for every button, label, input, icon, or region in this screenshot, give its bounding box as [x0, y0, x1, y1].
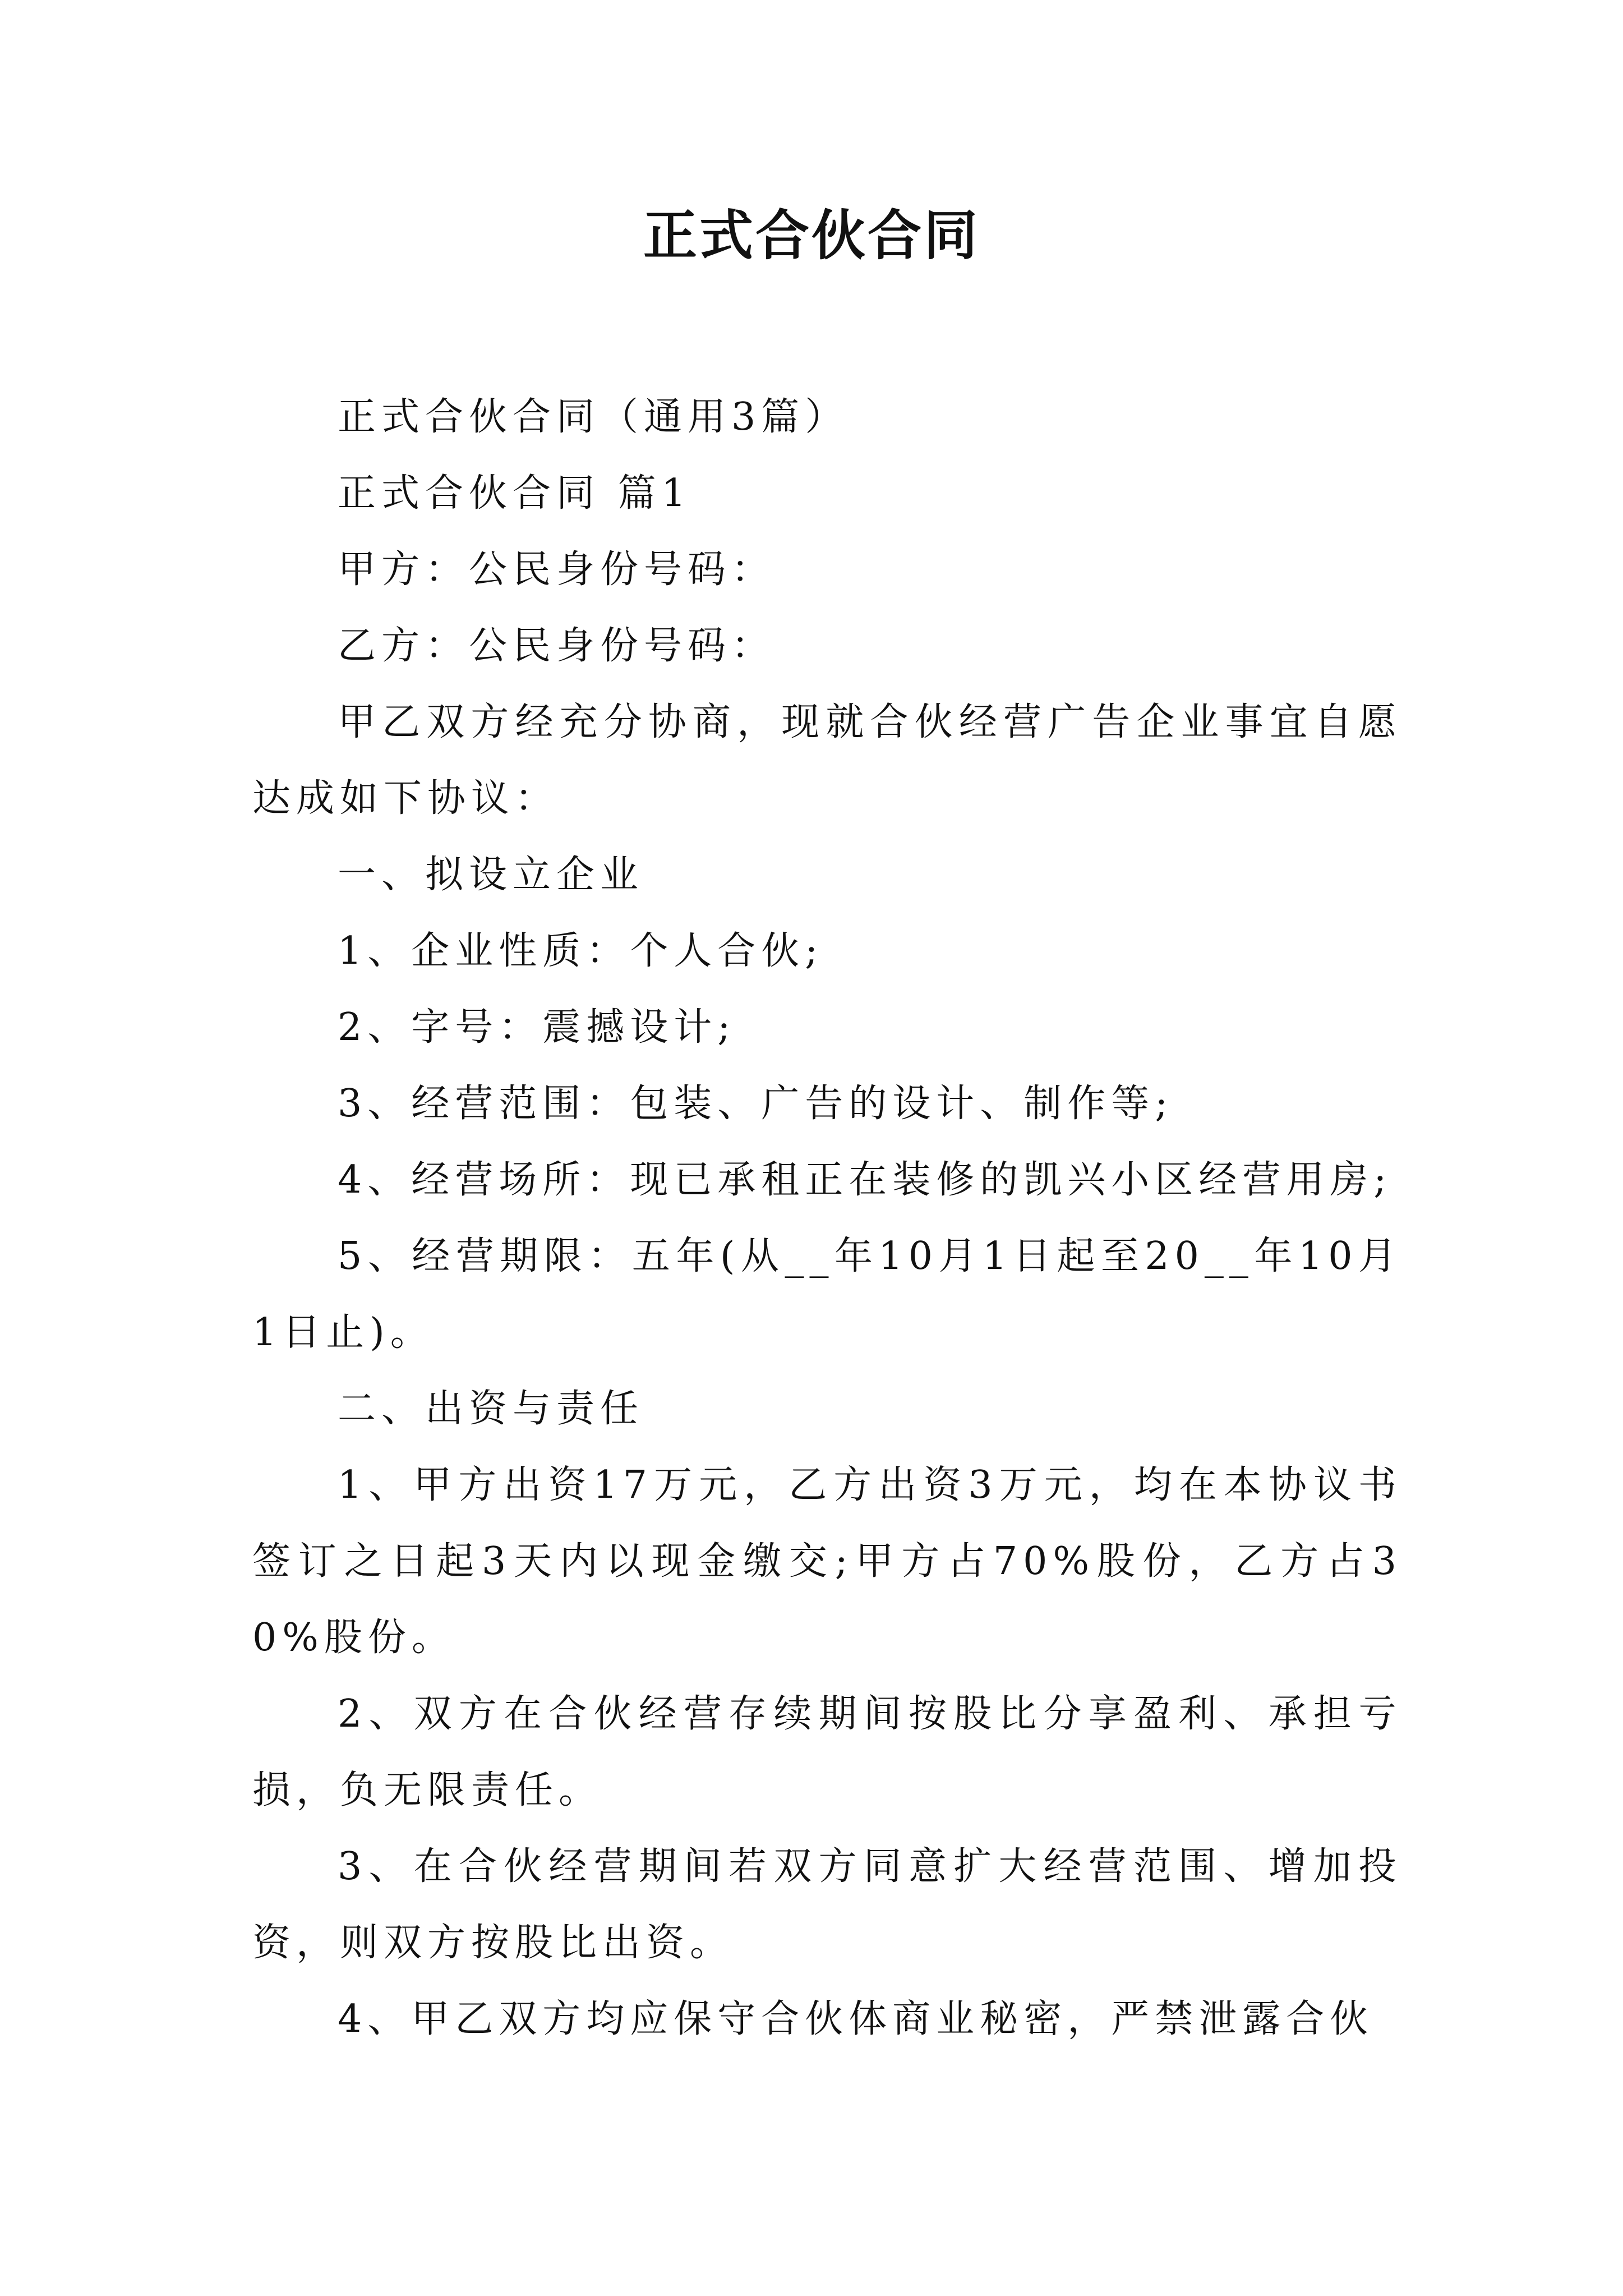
paragraph-clause: 4、经营场所：现已承租正在装修的凯兴小区经营用房; [338, 1158, 1393, 1202]
paragraph-heading-1: 一、拟设立企业 [338, 853, 644, 897]
paragraph-clause: 3、在合伙经营期间若双方同意扩大经营范围、增加投资，则双方按股比出资。 [252, 1844, 1402, 1965]
paragraph-preamble: 甲乙双方经充分协商，现就合伙经营广告企业事宜自愿达成如下协议： [252, 700, 1402, 821]
paragraph-clause: 2、双方在合伙经营存续期间按股比分享盈利、承担亏损，负无限责任。 [252, 1692, 1402, 1812]
paragraph-clause: 1、企业性质：个人合伙; [338, 929, 824, 973]
paragraph-section-heading: 正式合伙合同 篇1 [338, 471, 691, 516]
document-title: 正式合伙合同 [643, 204, 980, 267]
paragraph-clause: 4、甲乙双方均应保守合伙体商业秘密，严禁泄露合伙 [338, 1997, 1374, 2041]
paragraph-clause: 3、经营范围：包装、广告的设计、制作等; [338, 1082, 1174, 1126]
paragraph-clause: 1、甲方出资17万元，乙方出资3万元，均在本协议书签订之日起3天内以现金缴交;甲方占70%股份，乙方占30%股份。 [252, 1463, 1402, 1660]
paragraph-heading-2: 二、出资与责任 [338, 1387, 644, 1431]
document-body [252, 379, 1402, 2058]
paragraph-clause: 2、字号：震撼设计; [338, 1005, 736, 1050]
paragraph-party-b: 乙方：公民身份号码： [338, 624, 776, 668]
paragraph-subtitle: 正式合伙合同（通用3篇） [338, 395, 849, 439]
paragraph-party-a: 甲方：公民身份号码： [338, 547, 776, 592]
paragraph-clause: 5、经营期限：五年(从__年10月1日起至20__年10月1日止)。 [252, 1234, 1402, 1355]
